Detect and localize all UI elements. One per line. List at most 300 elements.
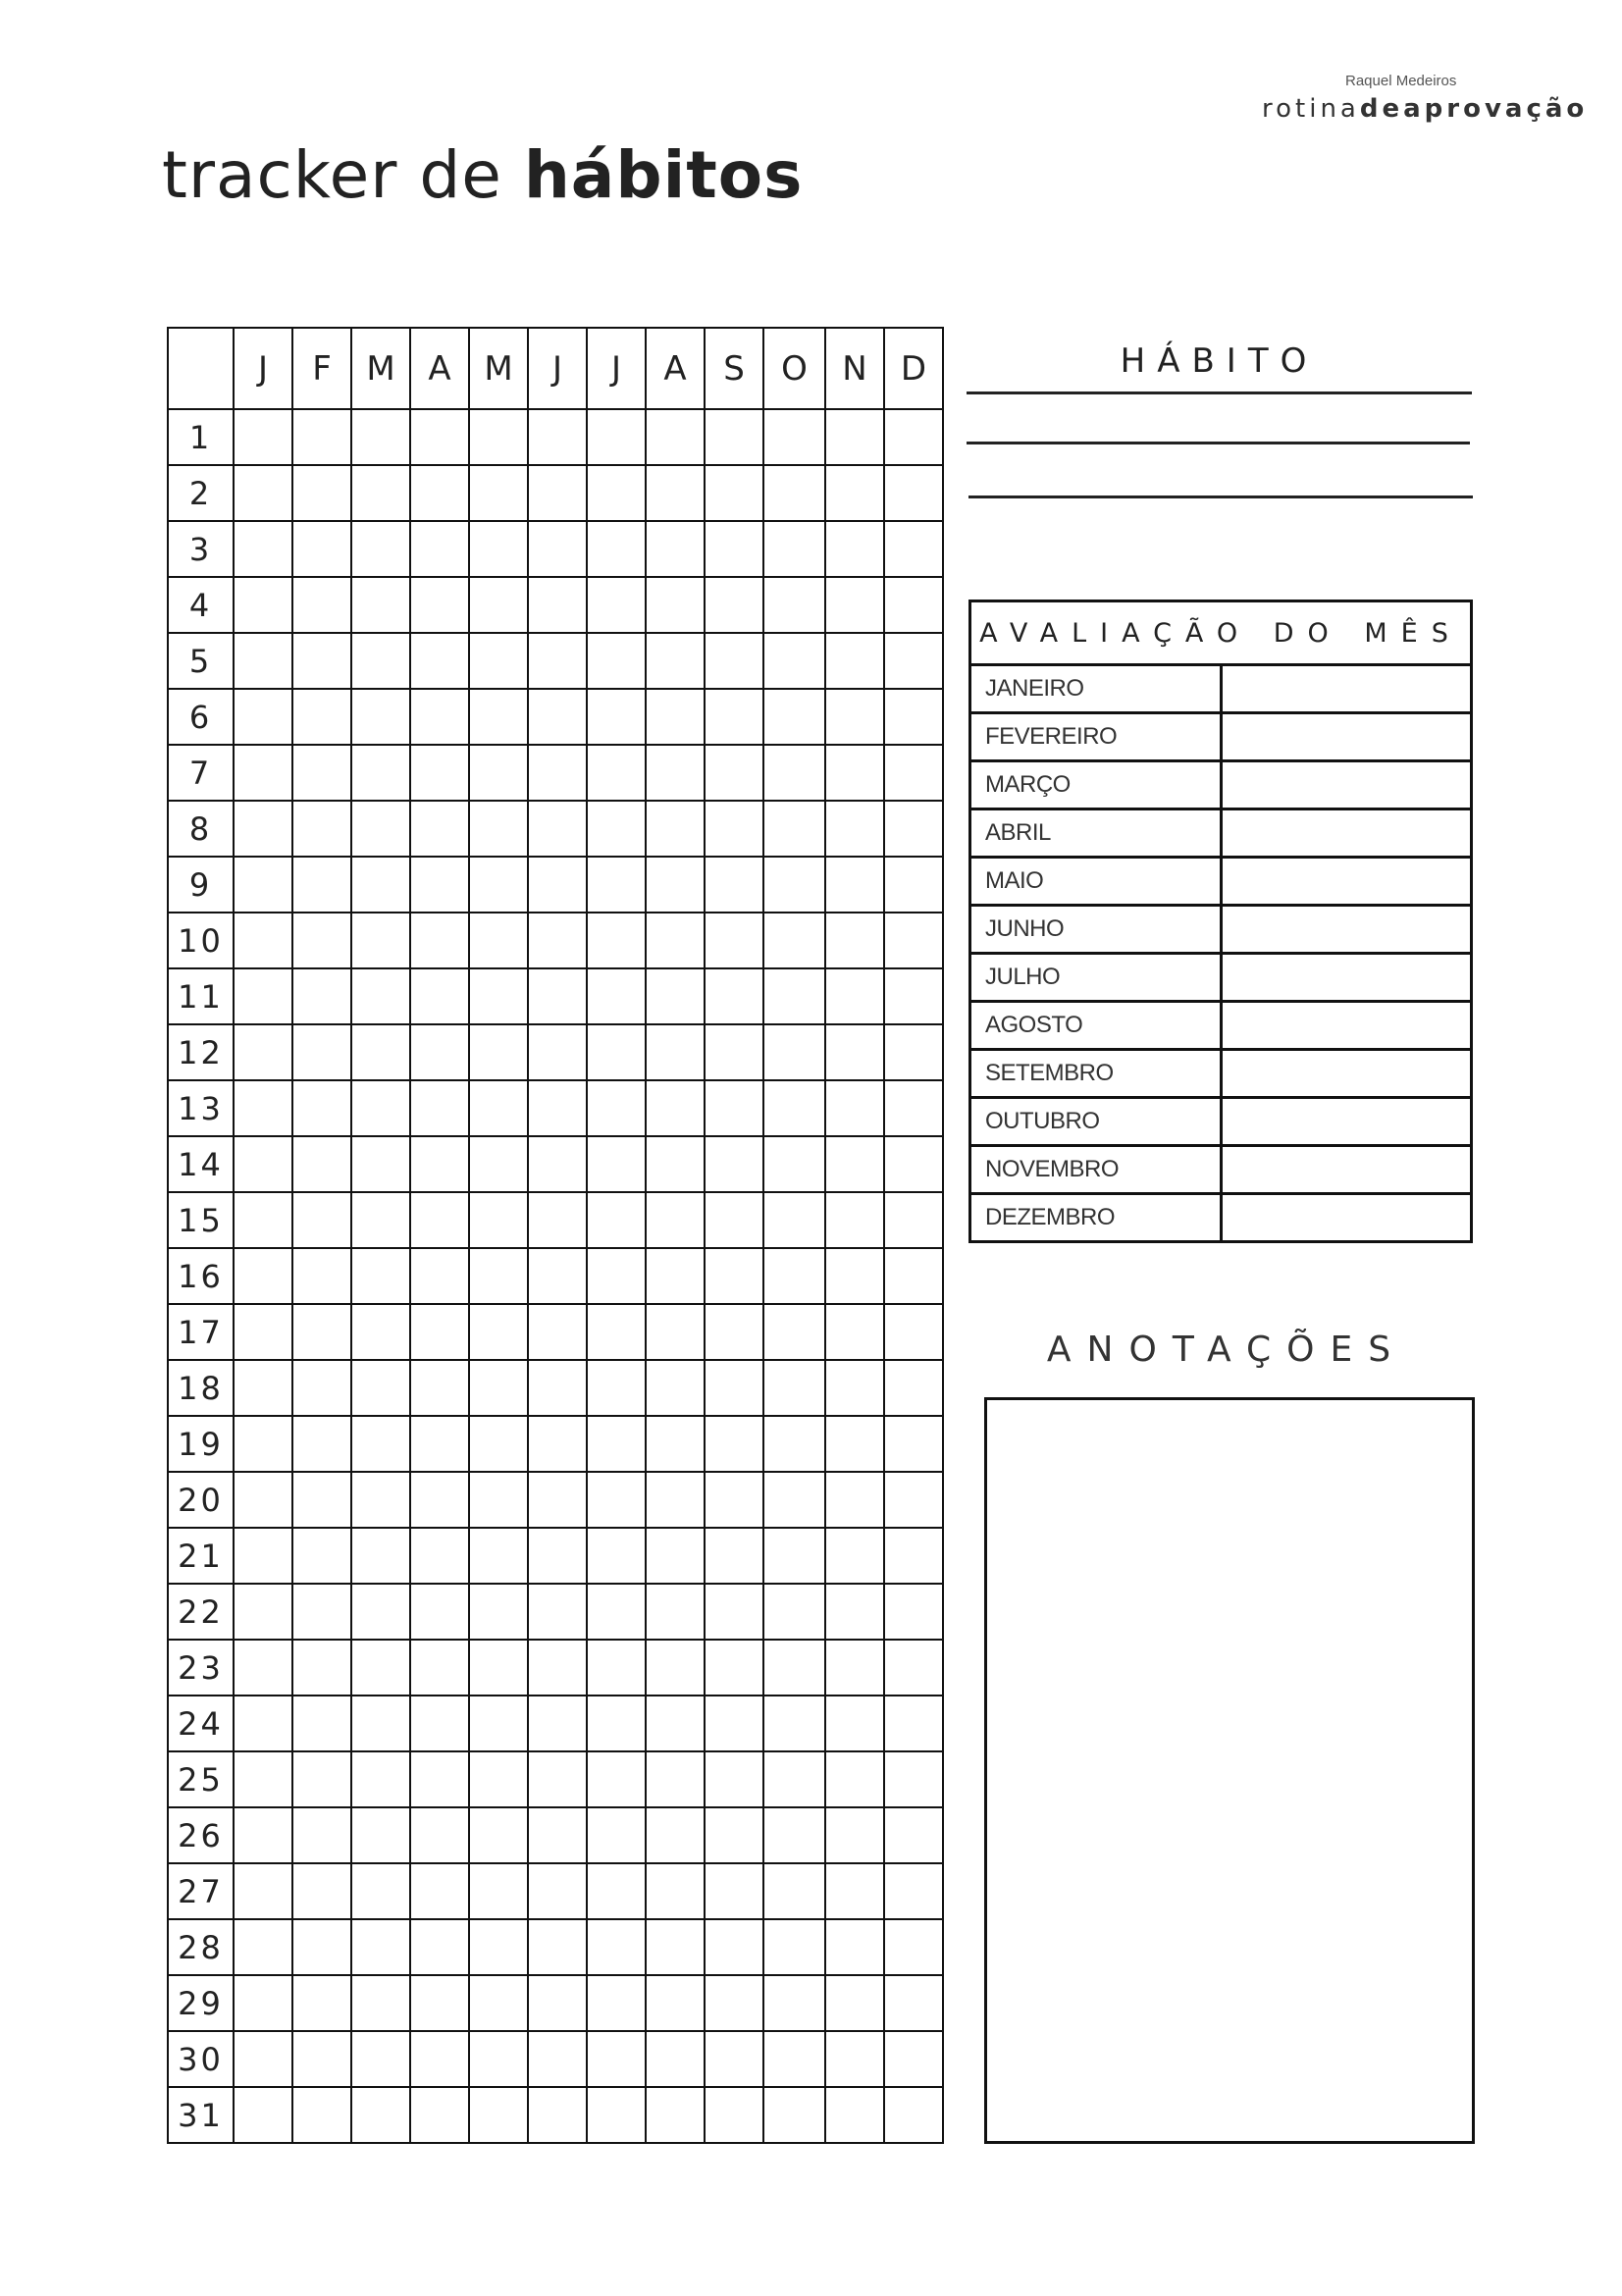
tracker-cell[interactable] <box>234 1528 292 1584</box>
tracker-cell[interactable] <box>528 689 587 745</box>
tracker-cell[interactable] <box>825 1863 884 1919</box>
tracker-cell[interactable] <box>825 1024 884 1080</box>
tracker-cell[interactable] <box>646 1416 705 1472</box>
tracker-cell[interactable] <box>825 1640 884 1696</box>
tracker-cell[interactable] <box>410 968 469 1024</box>
tracker-cell[interactable] <box>825 2031 884 2087</box>
tracker-cell[interactable] <box>884 1975 943 2031</box>
tracker-cell[interactable] <box>705 1360 763 1416</box>
tracker-cell[interactable] <box>351 1584 410 1640</box>
tracker-cell[interactable] <box>292 1024 351 1080</box>
tracker-cell[interactable] <box>351 1696 410 1751</box>
tracker-cell[interactable] <box>292 465 351 521</box>
tracker-cell[interactable] <box>469 1360 528 1416</box>
tracker-cell[interactable] <box>587 1696 646 1751</box>
tracker-cell[interactable] <box>528 1919 587 1975</box>
habit-line[interactable] <box>967 442 1470 444</box>
tracker-cell[interactable] <box>528 521 587 577</box>
tracker-cell[interactable] <box>587 577 646 633</box>
tracker-cell[interactable] <box>763 1416 825 1472</box>
tracker-cell[interactable] <box>351 1528 410 1584</box>
tracker-cell[interactable] <box>234 1584 292 1640</box>
tracker-cell[interactable] <box>884 1696 943 1751</box>
tracker-cell[interactable] <box>587 1248 646 1304</box>
tracker-cell[interactable] <box>884 1751 943 1807</box>
tracker-cell[interactable] <box>351 1024 410 1080</box>
tracker-cell[interactable] <box>587 801 646 857</box>
tracker-cell[interactable] <box>884 2031 943 2087</box>
tracker-cell[interactable] <box>587 1584 646 1640</box>
tracker-cell[interactable] <box>763 1584 825 1640</box>
tracker-cell[interactable] <box>705 1863 763 1919</box>
tracker-cell[interactable] <box>825 1975 884 2031</box>
tracker-cell[interactable] <box>528 633 587 689</box>
tracker-cell[interactable] <box>410 1304 469 1360</box>
tracker-cell[interactable] <box>234 801 292 857</box>
tracker-cell[interactable] <box>825 1472 884 1528</box>
tracker-cell[interactable] <box>587 1136 646 1192</box>
tracker-cell[interactable] <box>825 1751 884 1807</box>
tracker-cell[interactable] <box>763 1863 825 1919</box>
tracker-cell[interactable] <box>825 1696 884 1751</box>
tracker-cell[interactable] <box>292 2087 351 2143</box>
tracker-cell[interactable] <box>292 2031 351 2087</box>
tracker-cell[interactable] <box>884 1640 943 1696</box>
tracker-cell[interactable] <box>763 1528 825 1584</box>
tracker-cell[interactable] <box>884 801 943 857</box>
tracker-cell[interactable] <box>469 1136 528 1192</box>
tracker-cell[interactable] <box>528 409 587 465</box>
tracker-cell[interactable] <box>646 1919 705 1975</box>
tracker-cell[interactable] <box>763 1080 825 1136</box>
tracker-cell[interactable] <box>587 409 646 465</box>
tracker-cell[interactable] <box>587 1024 646 1080</box>
tracker-cell[interactable] <box>705 2031 763 2087</box>
tracker-cell[interactable] <box>705 1696 763 1751</box>
tracker-cell[interactable] <box>292 745 351 801</box>
tracker-cell[interactable] <box>705 857 763 913</box>
evaluation-entry-cell[interactable] <box>1221 906 1472 954</box>
tracker-cell[interactable] <box>825 2087 884 2143</box>
tracker-cell[interactable] <box>234 1696 292 1751</box>
tracker-cell[interactable] <box>410 1416 469 1472</box>
tracker-cell[interactable] <box>469 633 528 689</box>
tracker-cell[interactable] <box>469 857 528 913</box>
tracker-cell[interactable] <box>587 1472 646 1528</box>
tracker-cell[interactable] <box>292 801 351 857</box>
tracker-cell[interactable] <box>469 1024 528 1080</box>
tracker-cell[interactable] <box>351 1192 410 1248</box>
evaluation-entry-cell[interactable] <box>1221 1098 1472 1146</box>
tracker-cell[interactable] <box>351 521 410 577</box>
tracker-cell[interactable] <box>763 1248 825 1304</box>
tracker-cell[interactable] <box>763 1640 825 1696</box>
tracker-cell[interactable] <box>528 1192 587 1248</box>
tracker-cell[interactable] <box>884 1528 943 1584</box>
tracker-cell[interactable] <box>528 1584 587 1640</box>
tracker-cell[interactable] <box>234 1080 292 1136</box>
tracker-cell[interactable] <box>646 1751 705 1807</box>
tracker-cell[interactable] <box>292 521 351 577</box>
tracker-cell[interactable] <box>705 1751 763 1807</box>
tracker-cell[interactable] <box>469 2087 528 2143</box>
tracker-cell[interactable] <box>351 1416 410 1472</box>
tracker-cell[interactable] <box>825 1080 884 1136</box>
tracker-cell[interactable] <box>884 1807 943 1863</box>
tracker-cell[interactable] <box>351 1640 410 1696</box>
tracker-cell[interactable] <box>763 1360 825 1416</box>
tracker-cell[interactable] <box>234 2031 292 2087</box>
tracker-cell[interactable] <box>469 1640 528 1696</box>
tracker-cell[interactable] <box>528 1304 587 1360</box>
tracker-cell[interactable] <box>825 1584 884 1640</box>
tracker-cell[interactable] <box>646 521 705 577</box>
tracker-cell[interactable] <box>705 1192 763 1248</box>
tracker-cell[interactable] <box>646 1807 705 1863</box>
tracker-cell[interactable] <box>884 1472 943 1528</box>
tracker-cell[interactable] <box>884 913 943 968</box>
tracker-cell[interactable] <box>469 577 528 633</box>
tracker-cell[interactable] <box>292 1863 351 1919</box>
tracker-cell[interactable] <box>292 409 351 465</box>
tracker-cell[interactable] <box>763 521 825 577</box>
tracker-cell[interactable] <box>763 465 825 521</box>
tracker-cell[interactable] <box>410 1807 469 1863</box>
tracker-cell[interactable] <box>825 577 884 633</box>
tracker-cell[interactable] <box>234 745 292 801</box>
tracker-cell[interactable] <box>351 1080 410 1136</box>
tracker-cell[interactable] <box>469 1584 528 1640</box>
tracker-cell[interactable] <box>528 2031 587 2087</box>
tracker-cell[interactable] <box>292 1248 351 1304</box>
tracker-cell[interactable] <box>234 1416 292 1472</box>
tracker-cell[interactable] <box>825 1248 884 1304</box>
tracker-cell[interactable] <box>234 1863 292 1919</box>
tracker-cell[interactable] <box>351 1919 410 1975</box>
tracker-cell[interactable] <box>292 1751 351 1807</box>
tracker-cell[interactable] <box>410 1192 469 1248</box>
tracker-cell[interactable] <box>469 1472 528 1528</box>
tracker-cell[interactable] <box>234 1640 292 1696</box>
tracker-cell[interactable] <box>587 1080 646 1136</box>
tracker-cell[interactable] <box>292 1807 351 1863</box>
tracker-cell[interactable] <box>705 1136 763 1192</box>
tracker-cell[interactable] <box>528 2087 587 2143</box>
tracker-cell[interactable] <box>763 633 825 689</box>
tracker-cell[interactable] <box>884 633 943 689</box>
tracker-cell[interactable] <box>234 409 292 465</box>
tracker-cell[interactable] <box>587 1192 646 1248</box>
tracker-cell[interactable] <box>763 1304 825 1360</box>
tracker-cell[interactable] <box>763 1975 825 2031</box>
tracker-cell[interactable] <box>646 1975 705 2031</box>
tracker-cell[interactable] <box>351 1248 410 1304</box>
tracker-cell[interactable] <box>884 1080 943 1136</box>
tracker-cell[interactable] <box>705 1304 763 1360</box>
tracker-cell[interactable] <box>705 801 763 857</box>
tracker-cell[interactable] <box>528 968 587 1024</box>
tracker-cell[interactable] <box>884 968 943 1024</box>
tracker-cell[interactable] <box>587 1528 646 1584</box>
tracker-cell[interactable] <box>528 1472 587 1528</box>
tracker-cell[interactable] <box>410 689 469 745</box>
evaluation-entry-cell[interactable] <box>1221 713 1472 761</box>
tracker-cell[interactable] <box>292 689 351 745</box>
tracker-cell[interactable] <box>825 1136 884 1192</box>
tracker-cell[interactable] <box>646 1528 705 1584</box>
tracker-cell[interactable] <box>351 1807 410 1863</box>
tracker-cell[interactable] <box>528 1080 587 1136</box>
tracker-cell[interactable] <box>763 1024 825 1080</box>
tracker-cell[interactable] <box>587 857 646 913</box>
tracker-cell[interactable] <box>705 1472 763 1528</box>
tracker-cell[interactable] <box>587 465 646 521</box>
tracker-cell[interactable] <box>587 1863 646 1919</box>
tracker-cell[interactable] <box>234 913 292 968</box>
tracker-cell[interactable] <box>469 1304 528 1360</box>
tracker-cell[interactable] <box>410 1528 469 1584</box>
tracker-cell[interactable] <box>884 1863 943 1919</box>
tracker-cell[interactable] <box>234 857 292 913</box>
tracker-cell[interactable] <box>351 2031 410 2087</box>
tracker-cell[interactable] <box>646 1584 705 1640</box>
tracker-cell[interactable] <box>646 1696 705 1751</box>
tracker-cell[interactable] <box>292 1975 351 2031</box>
tracker-cell[interactable] <box>410 409 469 465</box>
tracker-cell[interactable] <box>351 409 410 465</box>
tracker-cell[interactable] <box>410 1751 469 1807</box>
tracker-cell[interactable] <box>234 1472 292 1528</box>
tracker-cell[interactable] <box>292 1080 351 1136</box>
tracker-cell[interactable] <box>351 633 410 689</box>
tracker-cell[interactable] <box>292 1416 351 1472</box>
tracker-cell[interactable] <box>292 1304 351 1360</box>
tracker-cell[interactable] <box>884 577 943 633</box>
tracker-cell[interactable] <box>705 1640 763 1696</box>
tracker-cell[interactable] <box>528 1528 587 1584</box>
tracker-cell[interactable] <box>234 968 292 1024</box>
tracker-cell[interactable] <box>884 1304 943 1360</box>
tracker-cell[interactable] <box>587 633 646 689</box>
tracker-cell[interactable] <box>646 1472 705 1528</box>
tracker-cell[interactable] <box>825 1528 884 1584</box>
tracker-cell[interactable] <box>587 1416 646 1472</box>
tracker-cell[interactable] <box>705 521 763 577</box>
tracker-cell[interactable] <box>884 1416 943 1472</box>
tracker-cell[interactable] <box>410 1024 469 1080</box>
tracker-cell[interactable] <box>646 801 705 857</box>
tracker-cell[interactable] <box>763 1751 825 1807</box>
tracker-cell[interactable] <box>763 913 825 968</box>
tracker-cell[interactable] <box>469 913 528 968</box>
tracker-cell[interactable] <box>292 1919 351 1975</box>
tracker-cell[interactable] <box>587 1360 646 1416</box>
tracker-cell[interactable] <box>646 633 705 689</box>
tracker-cell[interactable] <box>646 689 705 745</box>
tracker-cell[interactable] <box>705 1584 763 1640</box>
tracker-cell[interactable] <box>587 1975 646 2031</box>
tracker-cell[interactable] <box>410 2087 469 2143</box>
tracker-cell[interactable] <box>469 1192 528 1248</box>
tracker-cell[interactable] <box>825 409 884 465</box>
tracker-cell[interactable] <box>528 1863 587 1919</box>
tracker-cell[interactable] <box>763 857 825 913</box>
tracker-cell[interactable] <box>587 2031 646 2087</box>
tracker-cell[interactable] <box>234 465 292 521</box>
tracker-cell[interactable] <box>825 521 884 577</box>
tracker-cell[interactable] <box>884 409 943 465</box>
tracker-cell[interactable] <box>884 689 943 745</box>
tracker-cell[interactable] <box>884 857 943 913</box>
tracker-cell[interactable] <box>234 1919 292 1975</box>
tracker-cell[interactable] <box>763 745 825 801</box>
tracker-cell[interactable] <box>234 577 292 633</box>
tracker-cell[interactable] <box>234 1807 292 1863</box>
tracker-cell[interactable] <box>884 1136 943 1192</box>
tracker-cell[interactable] <box>410 2031 469 2087</box>
tracker-cell[interactable] <box>528 1024 587 1080</box>
tracker-cell[interactable] <box>292 1136 351 1192</box>
tracker-cell[interactable] <box>234 1304 292 1360</box>
tracker-cell[interactable] <box>825 745 884 801</box>
tracker-cell[interactable] <box>763 1192 825 1248</box>
tracker-cell[interactable] <box>410 1863 469 1919</box>
tracker-cell[interactable] <box>646 1024 705 1080</box>
tracker-cell[interactable] <box>825 465 884 521</box>
tracker-cell[interactable] <box>410 1640 469 1696</box>
tracker-cell[interactable] <box>528 913 587 968</box>
tracker-cell[interactable] <box>825 968 884 1024</box>
tracker-cell[interactable] <box>705 577 763 633</box>
tracker-cell[interactable] <box>884 465 943 521</box>
tracker-cell[interactable] <box>234 633 292 689</box>
tracker-cell[interactable] <box>528 465 587 521</box>
tracker-cell[interactable] <box>469 968 528 1024</box>
tracker-cell[interactable] <box>825 857 884 913</box>
tracker-cell[interactable] <box>351 968 410 1024</box>
tracker-cell[interactable] <box>705 1024 763 1080</box>
tracker-cell[interactable] <box>469 1248 528 1304</box>
tracker-cell[interactable] <box>528 1975 587 2031</box>
tracker-cell[interactable] <box>351 913 410 968</box>
tracker-cell[interactable] <box>410 745 469 801</box>
tracker-cell[interactable] <box>763 801 825 857</box>
tracker-cell[interactable] <box>587 521 646 577</box>
evaluation-entry-cell[interactable] <box>1221 1194 1472 1242</box>
tracker-cell[interactable] <box>410 1919 469 1975</box>
tracker-cell[interactable] <box>234 689 292 745</box>
tracker-cell[interactable] <box>410 1975 469 2031</box>
tracker-cell[interactable] <box>410 633 469 689</box>
tracker-cell[interactable] <box>410 857 469 913</box>
habit-line[interactable] <box>967 391 1472 394</box>
tracker-cell[interactable] <box>234 1751 292 1807</box>
tracker-cell[interactable] <box>234 1360 292 1416</box>
tracker-cell[interactable] <box>705 1248 763 1304</box>
tracker-cell[interactable] <box>469 1751 528 1807</box>
tracker-cell[interactable] <box>351 1751 410 1807</box>
tracker-cell[interactable] <box>646 745 705 801</box>
tracker-cell[interactable] <box>469 1807 528 1863</box>
tracker-cell[interactable] <box>410 465 469 521</box>
tracker-cell[interactable] <box>646 1304 705 1360</box>
tracker-cell[interactable] <box>587 2087 646 2143</box>
tracker-cell[interactable] <box>646 577 705 633</box>
tracker-cell[interactable] <box>528 1696 587 1751</box>
tracker-cell[interactable] <box>646 1863 705 1919</box>
tracker-cell[interactable] <box>469 1863 528 1919</box>
tracker-cell[interactable] <box>646 409 705 465</box>
tracker-cell[interactable] <box>763 1919 825 1975</box>
tracker-cell[interactable] <box>646 857 705 913</box>
tracker-cell[interactable] <box>825 1304 884 1360</box>
tracker-cell[interactable] <box>646 465 705 521</box>
tracker-cell[interactable] <box>705 1528 763 1584</box>
tracker-cell[interactable] <box>825 801 884 857</box>
tracker-cell[interactable] <box>410 1584 469 1640</box>
tracker-cell[interactable] <box>705 913 763 968</box>
tracker-cell[interactable] <box>705 1807 763 1863</box>
tracker-cell[interactable] <box>646 1248 705 1304</box>
tracker-cell[interactable] <box>351 857 410 913</box>
tracker-cell[interactable] <box>292 1640 351 1696</box>
tracker-cell[interactable] <box>469 801 528 857</box>
tracker-cell[interactable] <box>763 689 825 745</box>
tracker-cell[interactable] <box>292 1584 351 1640</box>
evaluation-entry-cell[interactable] <box>1221 1002 1472 1050</box>
tracker-cell[interactable] <box>351 1360 410 1416</box>
tracker-cell[interactable] <box>351 1136 410 1192</box>
tracker-cell[interactable] <box>410 1360 469 1416</box>
tracker-cell[interactable] <box>469 1080 528 1136</box>
tracker-cell[interactable] <box>469 409 528 465</box>
tracker-cell[interactable] <box>646 2087 705 2143</box>
tracker-cell[interactable] <box>763 1136 825 1192</box>
tracker-cell[interactable] <box>763 1807 825 1863</box>
habit-line[interactable] <box>968 496 1473 498</box>
tracker-cell[interactable] <box>234 1136 292 1192</box>
tracker-cell[interactable] <box>884 1024 943 1080</box>
tracker-cell[interactable] <box>528 801 587 857</box>
tracker-cell[interactable] <box>884 1360 943 1416</box>
tracker-cell[interactable] <box>705 1416 763 1472</box>
tracker-cell[interactable] <box>825 1192 884 1248</box>
tracker-cell[interactable] <box>705 465 763 521</box>
tracker-cell[interactable] <box>705 633 763 689</box>
tracker-cell[interactable] <box>528 857 587 913</box>
tracker-cell[interactable] <box>825 633 884 689</box>
tracker-cell[interactable] <box>234 2087 292 2143</box>
tracker-cell[interactable] <box>292 1696 351 1751</box>
tracker-cell[interactable] <box>646 1136 705 1192</box>
tracker-cell[interactable] <box>705 409 763 465</box>
tracker-cell[interactable] <box>469 1696 528 1751</box>
tracker-cell[interactable] <box>884 2087 943 2143</box>
tracker-cell[interactable] <box>825 689 884 745</box>
tracker-cell[interactable] <box>469 465 528 521</box>
tracker-cell[interactable] <box>884 1919 943 1975</box>
evaluation-entry-cell[interactable] <box>1221 1050 1472 1098</box>
evaluation-entry-cell[interactable] <box>1221 858 1472 906</box>
tracker-cell[interactable] <box>587 1304 646 1360</box>
tracker-cell[interactable] <box>587 745 646 801</box>
tracker-cell[interactable] <box>884 1192 943 1248</box>
tracker-cell[interactable] <box>763 2087 825 2143</box>
tracker-cell[interactable] <box>646 913 705 968</box>
tracker-cell[interactable] <box>292 633 351 689</box>
tracker-cell[interactable] <box>234 521 292 577</box>
tracker-cell[interactable] <box>587 689 646 745</box>
